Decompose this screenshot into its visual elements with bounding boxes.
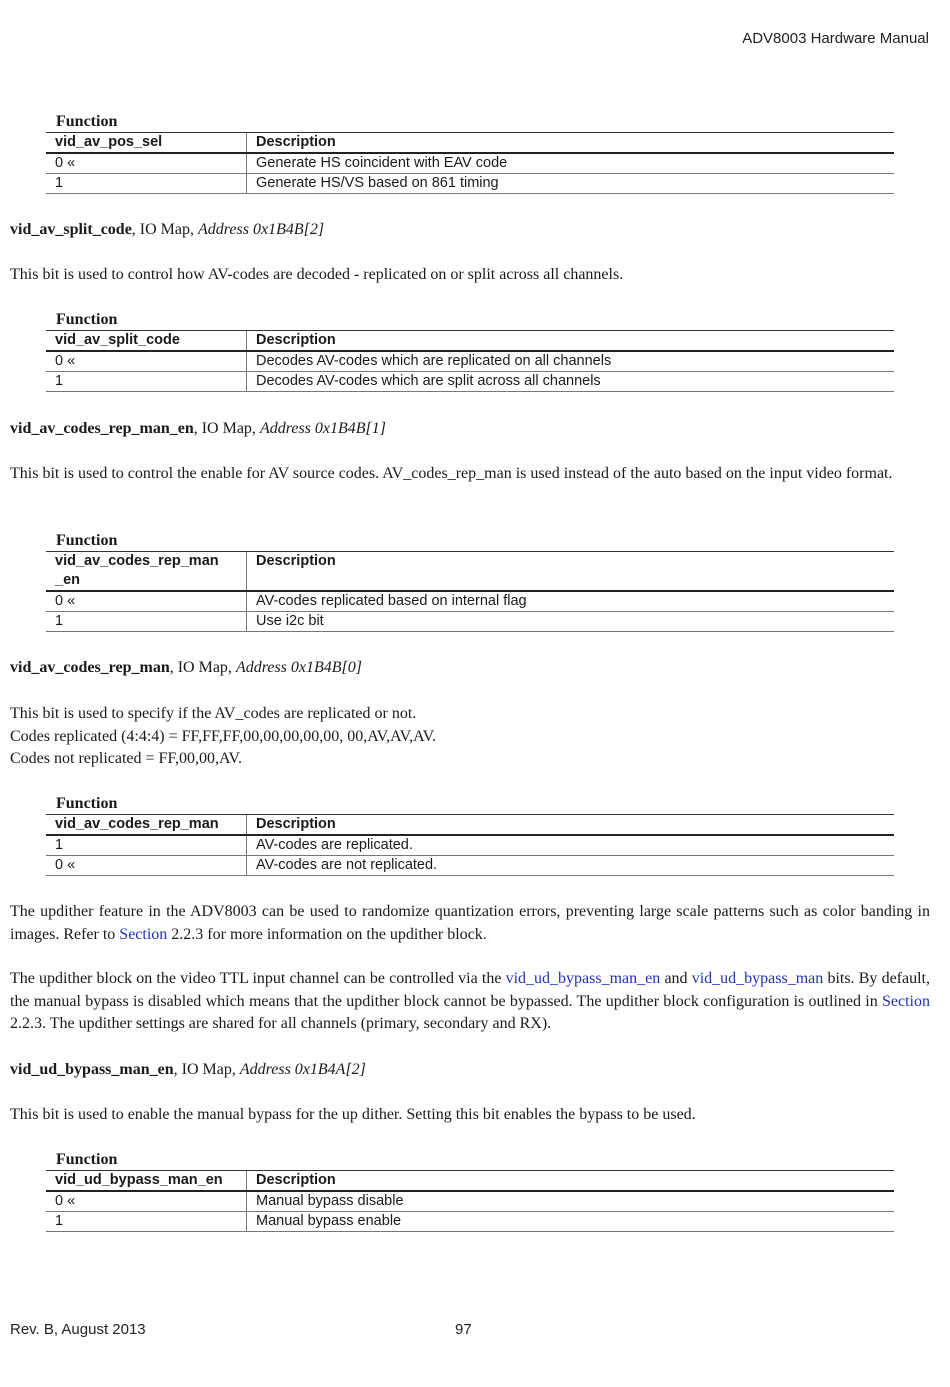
page-header-title: ADV8003 Hardware Manual [742,30,929,47]
header-line-1: vid_av_codes_rep_man [55,553,219,569]
header-line-2: _en [55,572,80,588]
paragraph-split-code: This bit is used to control how AV-codes are decoded - replicated on or split across all channels. [10,266,624,283]
paragraph-line: Codes not replicated = FF,00,00,AV. [10,750,243,767]
paragraph-ud-bypass: This bit is used to enable the manual bypass for the up dither. Setting this bit enables the bypass to be used. [10,1106,696,1123]
table-cell-description: Manual bypass enable [247,1212,895,1232]
table-row [46,153,894,174]
register-address: Address 0x1B4B[0] [235,659,362,676]
table-header-row [46,815,894,836]
table-cell-description: Manual bypass disable [247,1191,895,1212]
table-header-field: vid_ud_bypass_man_en [46,1171,247,1192]
table-label: Function [56,1151,118,1168]
register-name: vid_av_codes_rep_man_en [10,420,194,437]
section-link[interactable]: Section [119,925,168,943]
register-address: Address 0x1B4B[1] [259,420,386,437]
table-row [46,351,894,372]
paragraph-updither-control [10,968,930,1036]
table-header-row [46,552,894,592]
table-cell-value: 1 [46,174,247,194]
table-cell-value: 0 « [46,591,247,612]
table-cell-value: 1 [46,372,247,392]
table-row [46,591,894,612]
register-table-av-pos-sel [46,112,894,194]
table-label: Function [56,795,118,812]
paragraph-rep-man-en: This bit is used to control the enable for AV source codes. AV_codes_rep_man is used instead of the auto based on the input video format. [10,465,893,482]
register-heading-rep-man [10,657,930,680]
footer-revision: Rev. B, August 2013 [10,1321,146,1338]
table-cell-value: 1 [46,835,247,856]
paragraph-period: . [482,925,487,943]
paragraph-text: 2.2.3 for more information on the updither block [167,925,483,943]
register-map: , IO Map, [169,659,236,676]
table-header-field [46,552,247,592]
paragraph-text: The updither feature in the ADV8003 can be used to randomize quantization errors, preventing large scale patterns such as color banding in images. Refer to [10,903,930,943]
table-header-row [46,1171,894,1192]
table-cell-value: 1 [46,612,247,632]
table-header-row [46,133,894,154]
register-map: , IO Map, [193,420,260,437]
table-row [46,1191,894,1212]
table-header-description: Description [247,133,895,154]
register-address: Address 0x1B4A[2] [239,1061,366,1078]
table-row [46,612,894,632]
table-cell-description: AV-codes are replicated. [247,835,895,856]
paragraph-text: 2.2.3. The updither settings are shared for all channels (primary, secondary and RX). [10,1015,552,1032]
register-table-rep-man [46,794,894,876]
paragraph-text: and [660,970,692,987]
table-header-description: Description [247,331,895,352]
register-heading-split-code [10,219,930,242]
footer-page-number: 97 [455,1321,472,1338]
table-cell-value: 0 « [46,153,247,174]
table-cell-description: Decodes AV-codes which are replicated on all channels [247,351,895,372]
table-header-description: Description [247,815,895,836]
section-link[interactable]: Section [882,992,930,1010]
table-cell-description: AV-codes replicated based on internal flag [247,591,895,612]
table-cell-value: 0 « [46,351,247,372]
register-link-ud-bypass-man[interactable]: vid_ud_bypass_man [691,970,824,987]
table-header-row [46,331,894,352]
table-cell-value: 0 « [46,856,247,876]
table-row [46,835,894,856]
table-header-description: Description [247,1171,895,1192]
paragraph-updither-intro [10,901,930,946]
table-cell-description: Decodes AV-codes which are split across all channels [247,372,895,392]
paragraph-rep-man [10,703,930,771]
table-row [46,174,894,194]
register-name: vid_av_split_code [10,221,132,238]
table-cell-description: Generate HS coincident with EAV code [247,153,895,174]
table-header-field: vid_av_split_code [46,331,247,352]
register-address: Address 0x1B4B[2] [198,221,325,238]
paragraph-line: Codes replicated (4:4:4) = FF,FF,FF,00,00,00,00,00, 00,AV,AV,AV. [10,727,437,745]
register-link-ud-bypass-man-en[interactable]: vid_ud_bypass_man_en [505,970,661,987]
table-header-description: Description [247,552,895,592]
table-cell-value: 0 « [46,1191,247,1212]
register-name: vid_av_codes_rep_man [10,659,170,676]
table-cell-description: AV-codes are not replicated. [247,856,895,876]
table-header-field: vid_av_pos_sel [46,133,247,154]
table-label: Function [56,113,118,130]
register-table-split-code [46,310,894,392]
table-cell-value: 1 [46,1212,247,1232]
register-map: , IO Map, [173,1061,240,1078]
table-row [46,1212,894,1232]
register-heading-rep-man-en [10,418,930,441]
register-map: , IO Map, [131,221,199,238]
paragraph-text: The updither block on the video TTL input channel can be controlled via the [10,970,506,987]
table-row [46,372,894,392]
table-row [46,856,894,876]
paragraph-line: This bit is used to specify if the AV_codes are replicated or not. [10,705,417,722]
register-name: vid_ud_bypass_man_en [10,1061,174,1078]
table-label: Function [56,532,118,549]
register-heading-ud-bypass [10,1059,930,1082]
table-cell-description: Use i2c bit [247,612,895,632]
paragraph-text: bits. By default, the manual bypass is disabled which means that the updither block cannot be bypassed. The updither block configuration is outlined in [10,970,930,1010]
table-header-field: vid_av_codes_rep_man [46,815,247,836]
table-label: Function [56,311,118,328]
register-table-ud-bypass [46,1150,894,1232]
register-table-rep-man-en [46,531,894,632]
table-cell-description: Generate HS/VS based on 861 timing [247,174,895,194]
